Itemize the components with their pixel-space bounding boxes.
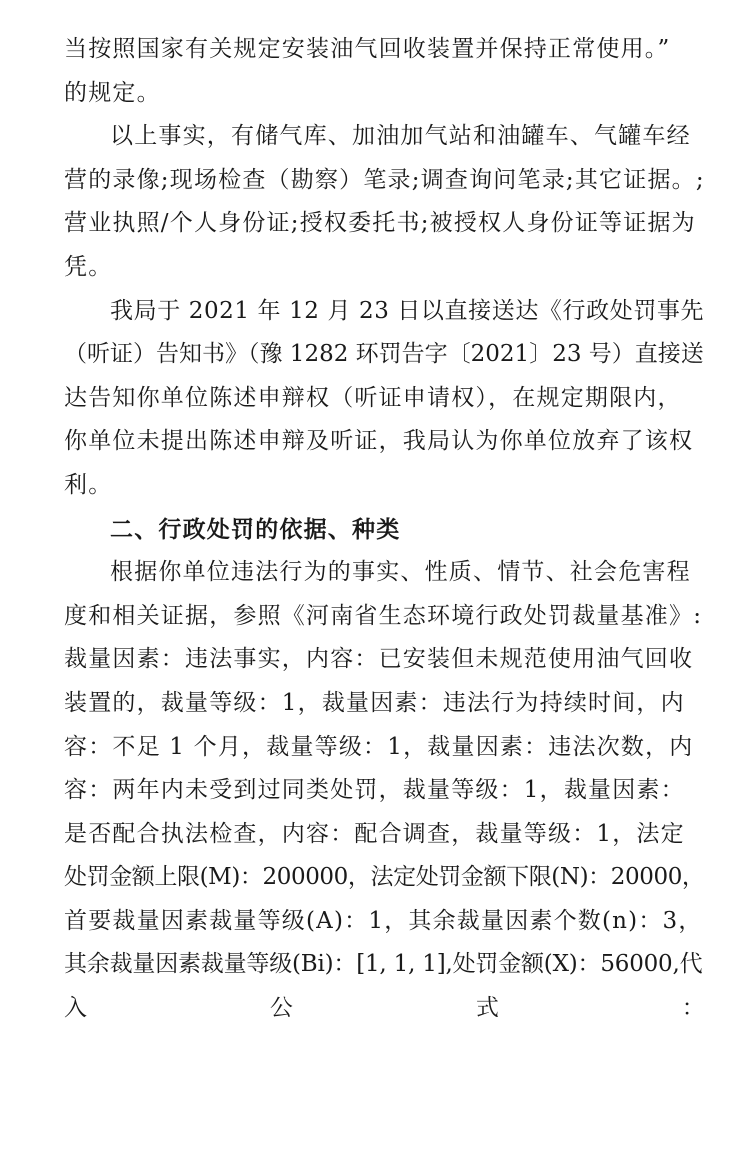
text-line: 是否配合执法检查，内容：配合调查，裁量等级：1，法定 bbox=[64, 820, 685, 847]
text-line: 你单位未提出陈述申辩及听证，我局认为你单位放弃了该权 bbox=[64, 428, 694, 455]
text-line: 的规定。 bbox=[64, 79, 161, 106]
text-line: 裁量因素：违法事实，内容：已安装但未规范使用油气回收 bbox=[64, 646, 694, 673]
text-line: 凭。 bbox=[64, 253, 113, 280]
text-line: 营的录像;现场检查（勘察）笔录;调查询问笔录;其它证据。; bbox=[64, 166, 705, 193]
word: 式 bbox=[475, 995, 501, 1022]
paragraph-start: 以上事实，有储气库、加油加气站和油罐车、气罐车经 bbox=[110, 123, 691, 150]
text-line: 当按照国家有关规定安装油气回收装置并保持正常使用。” bbox=[64, 36, 671, 62]
text-line: 首要裁量因素裁量等级(A)：1，其余裁量因素个数(n)：3， bbox=[64, 907, 703, 934]
text-line: 营业执照/个人身份证;授权委托书;被授权人身份证等证据为 bbox=[64, 210, 696, 237]
paragraph-start: 根据你单位违法行为的事实、性质、情节、社会危害程 bbox=[110, 559, 691, 586]
document-page bbox=[64, 28, 706, 1031]
text-line: 处罚金额上限(M)：200000，法定处罚金额下限(N)：20000， bbox=[64, 864, 705, 891]
justified-last-line bbox=[64, 987, 706, 1031]
text-line: 其余裁量因素裁量等级(Bi)：[1, 1, 1],处罚金额(X)：56000,代 bbox=[64, 951, 703, 978]
text-line: （听证）告知书》（豫 1282 环罚告字〔2021〕23 号）直接送 bbox=[64, 341, 704, 368]
word: ： bbox=[681, 995, 706, 1022]
text-line: 达告知你单位陈述申辩权（听证申请权），在规定期限内， bbox=[64, 384, 682, 411]
text-line: 度和相关证据，参照《河南省生态环境行政处罚裁量基准》: bbox=[64, 602, 703, 629]
text-line: 利。 bbox=[64, 471, 113, 498]
word: 入 bbox=[64, 995, 89, 1022]
text-line: 容：不足 1 个月，裁量等级：1，裁量因素：违法次数，内 bbox=[64, 733, 694, 760]
word: 公 bbox=[269, 995, 295, 1022]
paragraph-start: 我局于 2021 年 12 月 23 日以直接送达《行政处罚事先 bbox=[110, 297, 705, 324]
section-heading: 二、行政处罚的依据、种类 bbox=[110, 515, 401, 543]
text-line: 装置的，裁量等级：1，裁量因素：违法行为持续时间，内 bbox=[64, 689, 685, 716]
text-line: 容：两年内未受到过同类处罚，裁量等级：1，裁量因素： bbox=[64, 777, 685, 804]
